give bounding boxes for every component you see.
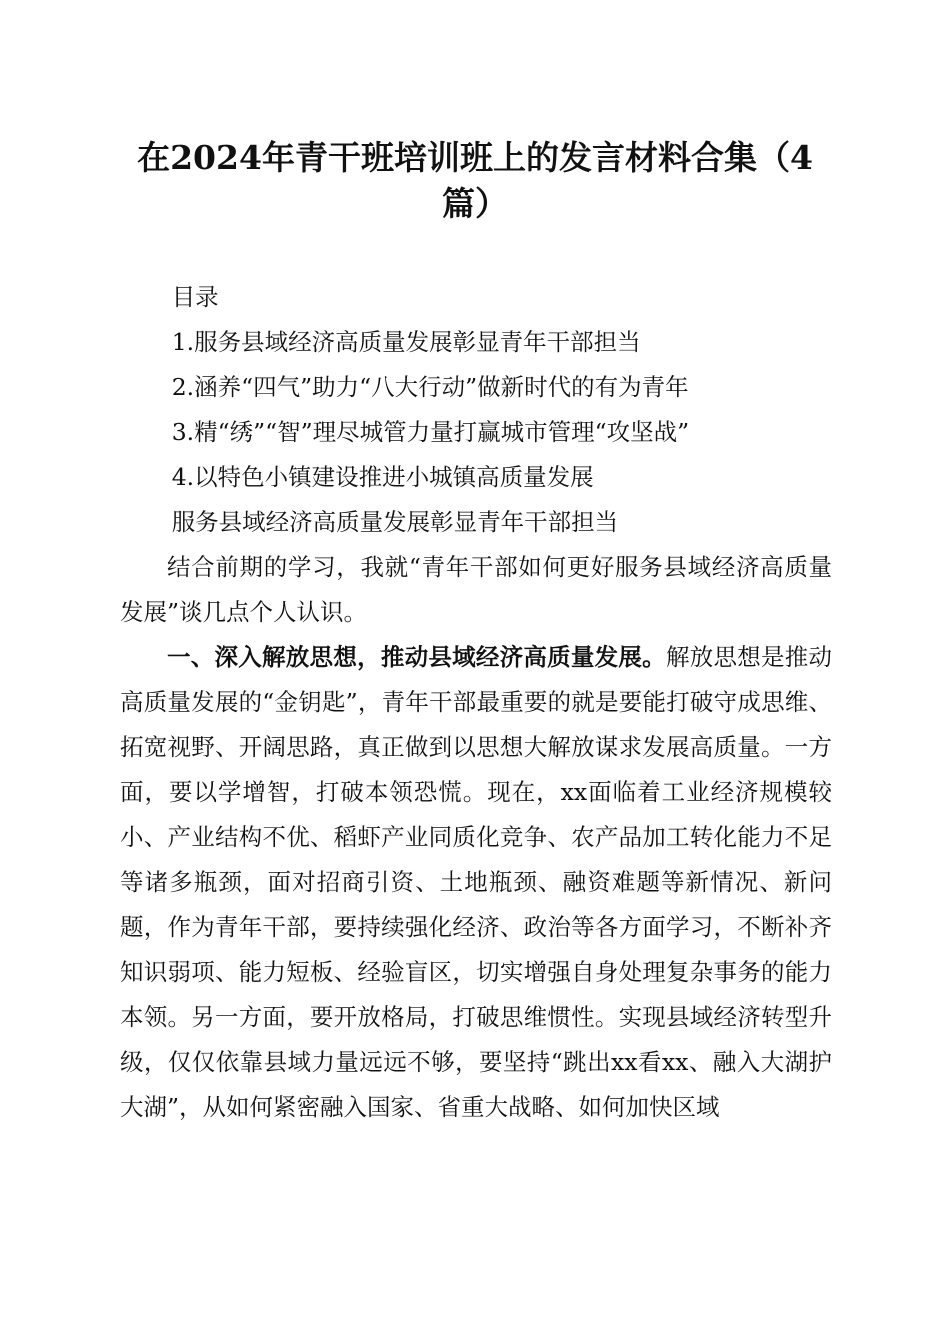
document-body [120, 275, 832, 1130]
document-title-line-2: 篇） [442, 184, 508, 223]
section-1-body: 解放思想是推动高质量发展的“金钥匙”，青年干部最重要的就是要能打破守成思维、拓宽视野、开阔思路，真正做到以思想大解放谋求发展高质量。一方面，要以学增智，打破本领恐慌。现在，xx面临着工业经济规模较小、产业结构不优、稻虾产业同质化竞争、农产品加工转化能力不足等诸多瓶颈，面对招商引资、土地瓶颈、融资难题等新情况、新问题，作为青年干部，要持续强化经济、政治等各方面学习，不断补齐知识弱项、能力短板、经验盲区，切实增强自身处理复杂事务的能力本领。另一方面，要开放格局，打破思维惯性。实现县域经济转型升级，仅仅依靠县域力量远远不够，要坚持“跳出xx看xx、融入大湖护大湖”，从如何紧密融入国家、省重大战略、如何加快区域 [120, 643, 833, 1121]
toc-item-4: 4.以特色小镇建设推进小城镇高质量发展 [171, 463, 594, 491]
toc-item-1: 1.服务县域经济高质量发展彰显青年干部担当 [171, 328, 641, 356]
section-1-paragraph [120, 635, 832, 1130]
toc-heading: 目录 [171, 283, 219, 311]
document-title [115, 135, 835, 227]
toc-item-2: 2.涵养“四气”助力“八大行动”做新时代的有为青年 [171, 373, 689, 401]
article-title: 服务县域经济高质量发展彰显青年干部担当 [171, 508, 619, 536]
intro-paragraph: 结合前期的学习，我就“青年干部如何更好服务县域经济高质量发展”谈几点个人认识。 [120, 553, 832, 626]
toc-item-3: 3.精“绣”“智”理尽城管力量打赢城市管理“攻坚战” [171, 418, 690, 446]
document-title-line-1: 在2024年青干班培训班上的发言材料合集（4 [137, 138, 813, 177]
section-1-heading: 一、深入解放思想，推动县域经济高质量发展。 [167, 643, 666, 671]
